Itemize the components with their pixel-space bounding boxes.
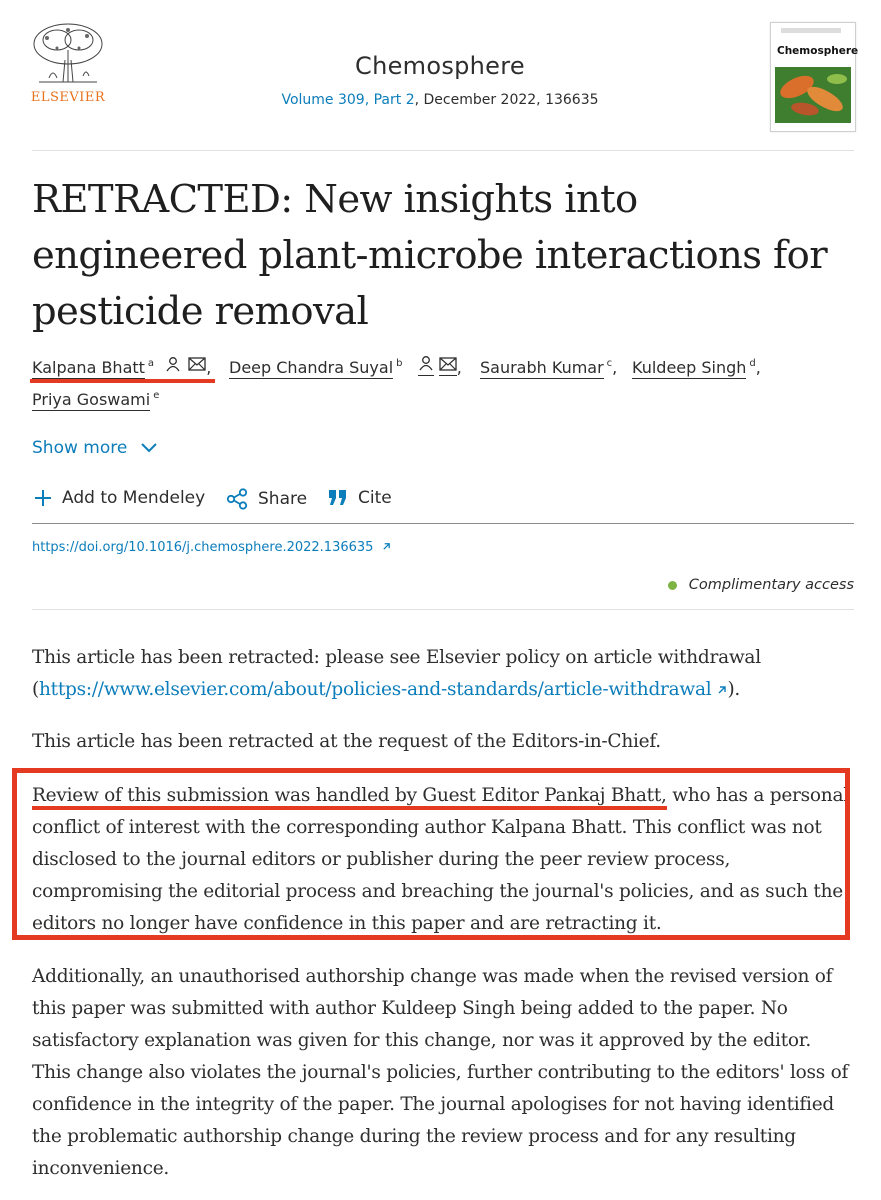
email-icon[interactable] [188,356,206,375]
author-kuldeep-singh[interactable]: Kuldeep Singh $^d$, [632,358,761,377]
highlighted-sentence: Review of this submission was handled by Guest Editor Pankaj Bhatt, [32,785,667,810]
email-icon[interactable] [439,356,457,376]
cover-header-bar [781,28,841,33]
show-more-label[interactable]: Show more [32,438,128,458]
access-label: Complimentary access [688,577,854,593]
person-icon[interactable] [418,355,434,376]
publisher-name: ELSEVIER [30,90,106,105]
paragraph-text: who has a personal conflict of interest with the corresponding author Kalpana Bhatt. This conflict was not disclosed to the journal editors or publisher during the peer review process, compromising the editorial process and breaching the journal's policies, and as such the editors no longer have confidence in this paper and are retracting it. [32,785,849,934]
elsevier-tree-icon [27,20,109,90]
withdrawal-policy-link[interactable] [39,679,727,700]
author-highlight-underline [30,379,215,383]
issue-info [200,92,680,108]
author-saurabh-kumar[interactable]: Saurabh Kumar $^c$, [480,358,618,377]
doi-link[interactable] [32,540,391,555]
author-name[interactable]: Saurabh Kumar [480,358,604,377]
policy-link-text[interactable]: https://www.elsevier.com/about/policies-and-standards/article-withdrawal [38,679,712,700]
retraction-notice-paragraph [32,642,854,706]
toolbar-divider [32,523,854,524]
add-to-mendeley-button[interactable] [34,488,205,508]
plus-icon [34,489,52,507]
author-name[interactable]: Deep Chandra Suyal [229,358,394,377]
external-link-icon [717,679,727,700]
share-button[interactable] [226,488,307,510]
article-title: RETRACTED: New insights into engineered plant-microbe interactions for pesticide removal [32,177,828,334]
issue-details: , December 2022, 136635 [414,92,599,108]
elsevier-logo[interactable] [27,20,109,108]
person-icon[interactable] [165,356,181,376]
author-priya-goswami[interactable] [32,390,159,409]
quote-icon [328,489,348,507]
journal-title[interactable]: Chemosphere [355,52,525,80]
access-divider [32,609,854,610]
author-name[interactable]: Kuldeep Singh [632,358,747,377]
cite-button[interactable] [328,488,392,508]
paragraph-text: This article has been retracted: please see Elsevier policy on article withdrawal ( [32,647,761,700]
affiliation-sup: c [606,358,613,369]
affiliation-sup: a [147,358,155,369]
author-name[interactable]: Kalpana Bhatt [32,358,145,377]
mendeley-label: Add to Mendeley [62,488,206,508]
show-more-toggle[interactable] [32,438,157,458]
affiliation-sup: e [153,390,160,401]
highlight-box [12,768,850,940]
share-icon [226,488,248,510]
paragraph-text: ). [727,679,741,700]
cite-label: Cite [358,488,392,508]
access-status [668,577,854,593]
affiliation-sup: b [396,358,403,369]
external-link-icon [382,540,391,555]
cover-title: Chemosphere [777,45,859,57]
author-name[interactable]: Priya Goswami [32,390,151,409]
author-kalpana-bhatt[interactable]: Kalpana Bhatt $^a$ , [32,358,211,379]
cover-image [775,67,851,123]
chevron-down-icon [141,438,157,458]
journal-cover-thumbnail[interactable] [770,22,859,132]
volume-link[interactable]: Volume 309, Part 2 [281,92,415,108]
affiliation-sup: d [749,358,756,369]
retraction-request-paragraph: This article has been retracted at the request of the Editors-in-Chief. [32,731,661,752]
share-label: Share [258,489,308,509]
access-dot-icon [668,581,677,590]
header-divider [32,150,854,151]
doi-text[interactable]: https://doi.org/10.1016/j.chemosphere.2022.136635 [32,540,374,555]
author-deep-chandra-suyal[interactable]: Deep Chandra Suyal $^b$ , [229,358,462,379]
authorship-change-paragraph: Additionally, an unauthorised authorship change was made when the revised version of this paper was submitted with author Kuldeep Singh being added to the paper. No satisfactory explanation was given for this change, nor was it approved by the editor. This change also violates the journal's policies, further contributing to the editors' loss of confidence in the integrity of the paper. The journal apologises for not having identified the problematic authorship change during the review process and for any resulting inconvenience. [32,966,849,1179]
